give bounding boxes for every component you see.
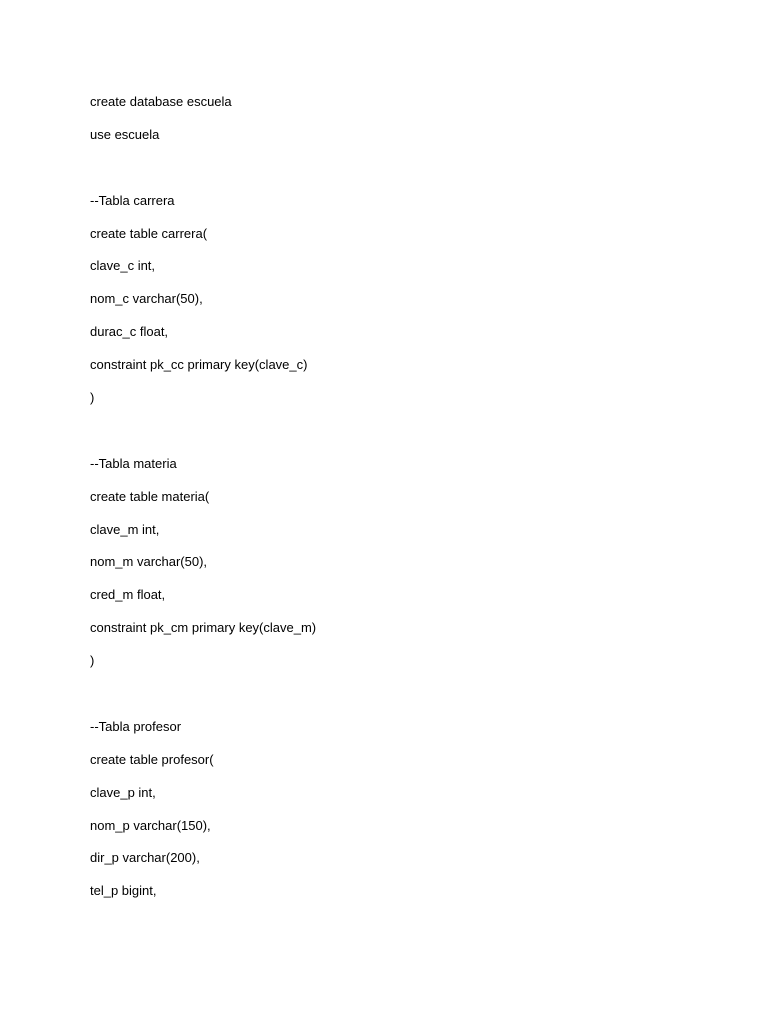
text-line: constraint pk_cm primary key(clave_m) [90,620,317,636]
text-line: ) [90,653,95,669]
text-line: create table materia( [90,488,210,504]
comment-line: --Tabla carrera [90,192,175,208]
text-line: create table profesor( [90,751,214,767]
text-line: dir_p varchar(200), [90,850,200,866]
blank-line [90,684,690,717]
text-line: clave_m int, [90,521,160,537]
text-line: clave_p int, [90,784,156,800]
text-line: cred_m float, [90,587,166,603]
document-body [90,92,690,914]
text-line: create table carrera( [90,225,208,241]
text-line: use escuela [90,126,160,142]
blank-line [90,158,690,191]
text-line: nom_m varchar(50), [90,554,208,570]
text-line: constraint pk_cc primary key(clave_c) [90,357,308,373]
text-line: create database escuela [90,94,232,109]
text-line: clave_c int, [90,258,156,274]
text-line: tel_p bigint, [90,883,157,899]
comment-line: --Tabla materia [90,455,177,471]
text-line: durac_c float, [90,324,169,340]
blank-line [90,421,690,454]
text-line: ) [90,390,95,406]
text-line: nom_p varchar(150), [90,817,211,833]
text-line: nom_c varchar(50), [90,291,203,307]
comment-line: --Tabla profesor [90,718,182,734]
